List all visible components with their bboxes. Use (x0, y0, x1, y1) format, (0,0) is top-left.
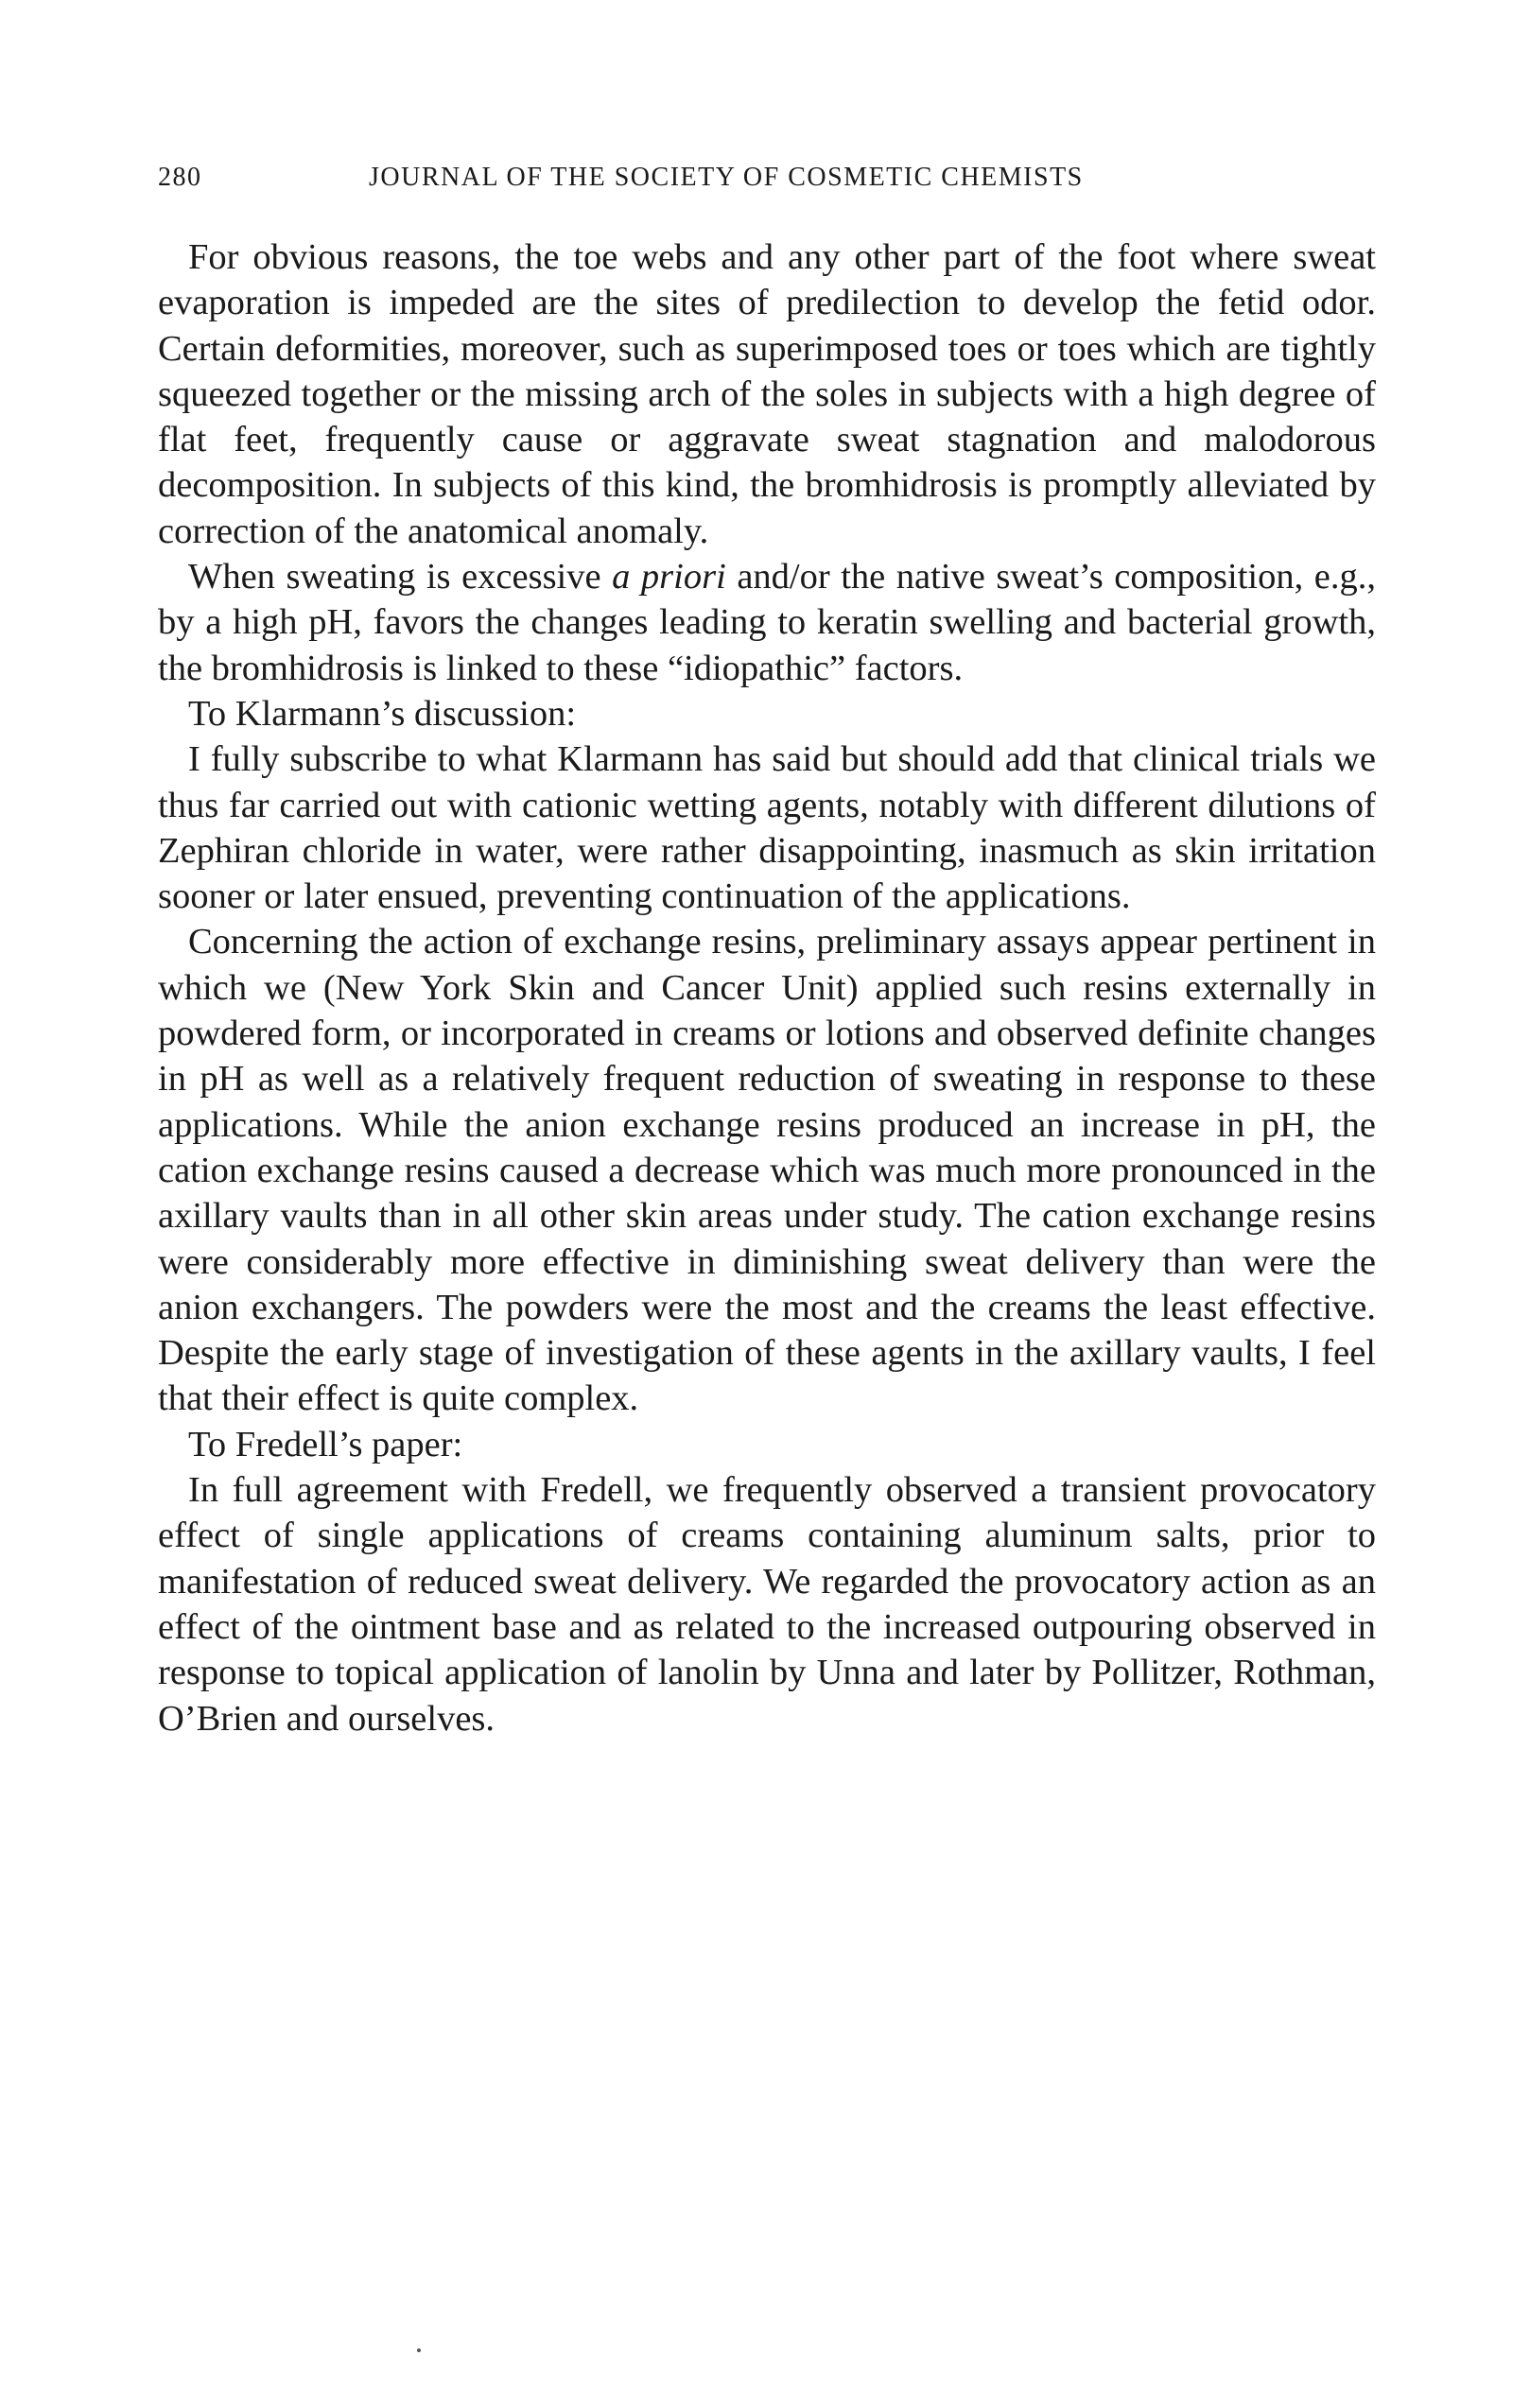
paragraph-exchange-resins: Concerning the action of exchange resins, preliminary assays appear pertinent in which we (New York Skin and Cancer Unit) applied such resins externally in powdered form, or incorporated in creams or lotions and observed definite changes in pH as well as a relatively frequent reduction of sweating in response to these applications. While the anion exchange resins produced an increase in pH, the cation exchange resins caused a decrease which was much more pronounced in the axillary vaults than in all other skin areas under study. The cation exchange resins were considerably more effective in diminishing sweat delivery than were the anion exchangers. The powders were the most and the creams the least effective. Despite the early stage of investigation of these agents in the axillary vaults, I feel that their effect is quite complex. (158, 922, 1376, 1419)
paragraph-fredell-response: In full agreement with Fredell, we frequently observed a transient provocatory effect of single applications of creams containing aluminum salts, prior to manifestation of reduced sweat delivery. We regarded the provocatory action as an effect of the ointment base and as related to the increased outpouring observed in response to topical application of lanolin by Unna and later by Pollitzer, Rothman, O’Brien and ourselves. (158, 1470, 1376, 1739)
scan-speck (417, 2348, 421, 2352)
italic-a-priori: a priori (612, 557, 726, 598)
paragraph-text-after: and/or the native sweat’s composition, e.g., by a high pH, favors the changes leading to keratin swelling and bacterial growth, the bromhidrosis is linked to these “idiopathic” factors. (158, 557, 1376, 688)
paragraph-idiopathic-factors (158, 554, 1376, 691)
page-number: 280 (158, 163, 202, 192)
paragraph-klarmann-response: I fully subscribe to what Klarmann has said but should add that clinical trials we thus far carried out with cationic wetting agents, notably with different dilutions of Zephiran chloride in water, were rather disappointing, inasmuch as skin irritation sooner or later ensued, preventing continuation of the applications. (158, 739, 1376, 917)
subheading-klarmann-discussion: To Klarmann’s discussion: (188, 693, 577, 734)
subheading-fredell-paper: To Fredell’s paper: (188, 1424, 463, 1464)
journal-title: JOURNAL OF THE SOCIETY OF COSMETIC CHEMISTS (369, 163, 1084, 192)
running-head (158, 163, 1378, 200)
article-body (158, 234, 1376, 1741)
paragraph-text-before: When sweating is excessive (188, 557, 613, 598)
paragraph-foot-odor: For obvious reasons, the toe webs and any other part of the foot where sweat evaporation is impeded are the sites of predilection to develop the fetid odor. Certain deformities, moreover, such as superimposed toes or toes which are tightly squeezed together or the missing arch of the soles in subjects with a high degree of flat feet, frequently cause or aggravate sweat stagnation and malodorous decomposition. In subjects of this kind, the bromhidrosis is promptly alleviated by correction of the anatomical anomaly. (158, 237, 1376, 551)
